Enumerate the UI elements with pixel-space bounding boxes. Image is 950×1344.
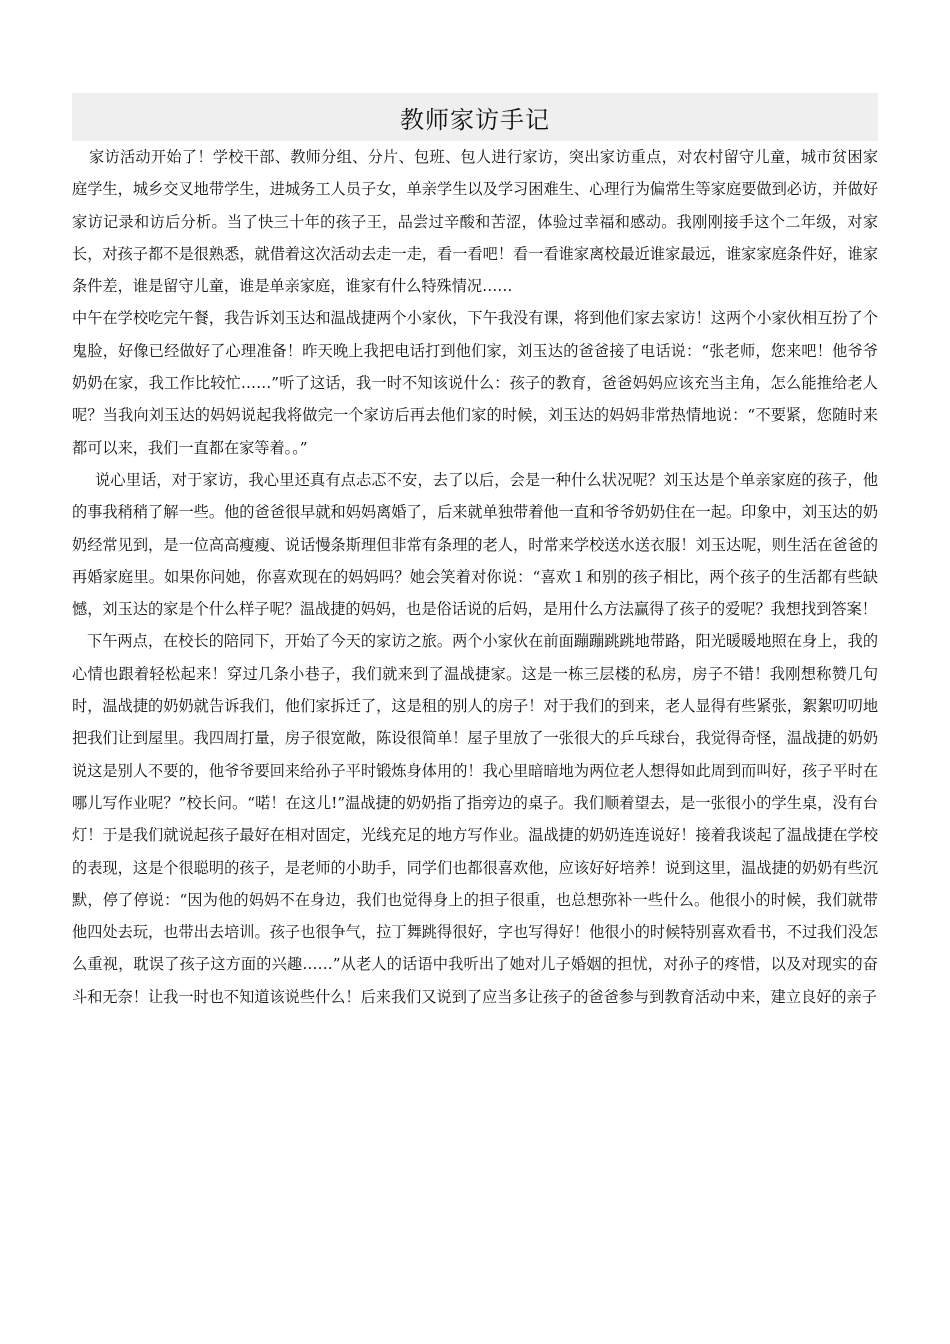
paragraph-4: 下午两点，在校长的陪同下，开始了今天的家访之旅。两个小家伙在前面蹦蹦跳跳地带路，阳光暖暖地照在身上，我的心情也跟着轻松起来！穿过几条小巷子，我们就来到了温战捷家。这是一栋三层楼的私房，房子不错！我刚想称赞几句时，温战捷的奶奶就告诉我们，他们家拆迁了，这是租的别人的房子！对于我们的到来，老人显得有些紧张，絮絮叨叨地把我们让到屋里。我四周打量，房子很宽敞，陈设很简单！屋子里放了一张很大的乒乓球台，我觉得奇怪，温战捷的奶奶说这是别人不要的，他爷爷要回来给孙子平时锻炼身体用的！我心里暗暗地为两位老人想得如此周到而叫好，孩子平时在哪儿写作业呢？”校长问。“喏！在这儿!”温战捷的奶奶指了指旁边的桌子。我们顺着望去，是一张很小的学生桌，没有台灯！于是我们就说起孩子最好在相对固定，光线充足的地方写作业。温战捷的奶奶连连说好！接着我谈起了温战捷在学校的表现，这是个很聪明的孩子，是老师的小助手，同学们也都很喜欢他，应该好好培养！说到这里，温战捷的奶奶有些沉默，停了停说：“因为他的妈妈不在身边，我们也觉得身上的担子很重，也总想弥补一些什么。他很小的时候，我们就带他四处去玩，也带出去培训。孩子也很争气，拉丁舞跳得很好，字也写得好！他很小的时候特别喜欢看书，不过我们没怎么重视，耽误了孩子这方面的兴趣……”从老人的话语中我听出了她对儿子婚姻的担忧，对孙子的疼惜，以及对现实的奋斗和无奈！让我一时也不知道该说些什么！后来我们又说到了应当多让孩子的爸爸参与到教育活动中来，建立良好的亲子 <box>72 632 878 1006</box>
paragraph-2: 中午在学校吃完午餐，我告诉刘玉达和温战捷两个小家伙，下午我没有课，将到他们家去家访！这两个小家伙相互扮了个鬼脸，好像已经做好了心理准备！昨天晚上我把电话打到他们家，刘玉达的爸爸接了电话说：“张老师，您来吧！他爷爷奶奶在家，我工作比较忙……”听了这话，我一时不知该说什么：孩子的教育，爸爸妈妈应该充当主角，怎么能推给老人呢？当我向刘玉达的妈妈说起我将做完一个家访后再去他们家的时候，刘玉达的妈妈非常热情地说：“不要紧，您随时来都可以来，我们一直都在家等着。。” <box>72 309 878 457</box>
document-body <box>72 141 878 1013</box>
title-bar <box>72 93 878 141</box>
paragraph-3: 说心里话，对于家访，我心里还真有点忐忑不安，去了以后，会是一种什么状况呢？刘玉达是个单亲家庭的孩子，他的事我稍稍了解一些。他的爸爸很早就和妈妈离婚了，后来就单独带着他一直和爷爷奶奶住在一起。印象中，刘玉达的奶奶经常见到，是一位高高瘦瘦、说话慢条斯理但非常有条理的老人，时常来学校送水送衣服！刘玉达呢，则生活在爸爸的再婚家庭里。如果你问她，你喜欢现在的妈妈吗？她会笑着对你说：“喜欢１和别的孩子相比，两个孩子的生活都有些缺憾，刘玉达的家是个什么样子呢？温战捷的妈妈，也是俗话说的后妈，是用什么方法赢得了孩子的爱呢？我想找到答案！ <box>72 470 878 619</box>
paragraph-1: 家访活动开始了！学校干部、教师分组、分片、包班、包人进行家访，突出家访重点，对农村留守儿童，城市贫困家庭学生，城乡交叉地带学生，进城务工人员子女，单亲学生以及学习困难生、心理行为偏常生等家庭要做到必访，并做好家访记录和访后分析。当了快三十年的孩子王，品尝过辛酸和苦涩，体验过幸福和感动。我刚刚接手这个二年级，对家长，对孩子都不是很熟悉，就借着这次活动去走一走，看一看吧！看一看谁家离校最近谁家最远，谁家家庭条件好，谁家条件差，谁是留守儿童，谁是单亲家庭，谁家有什么特殊情况…… <box>72 148 878 296</box>
document-title: 教师家访手记 <box>400 105 550 134</box>
document-page <box>72 93 878 1013</box>
